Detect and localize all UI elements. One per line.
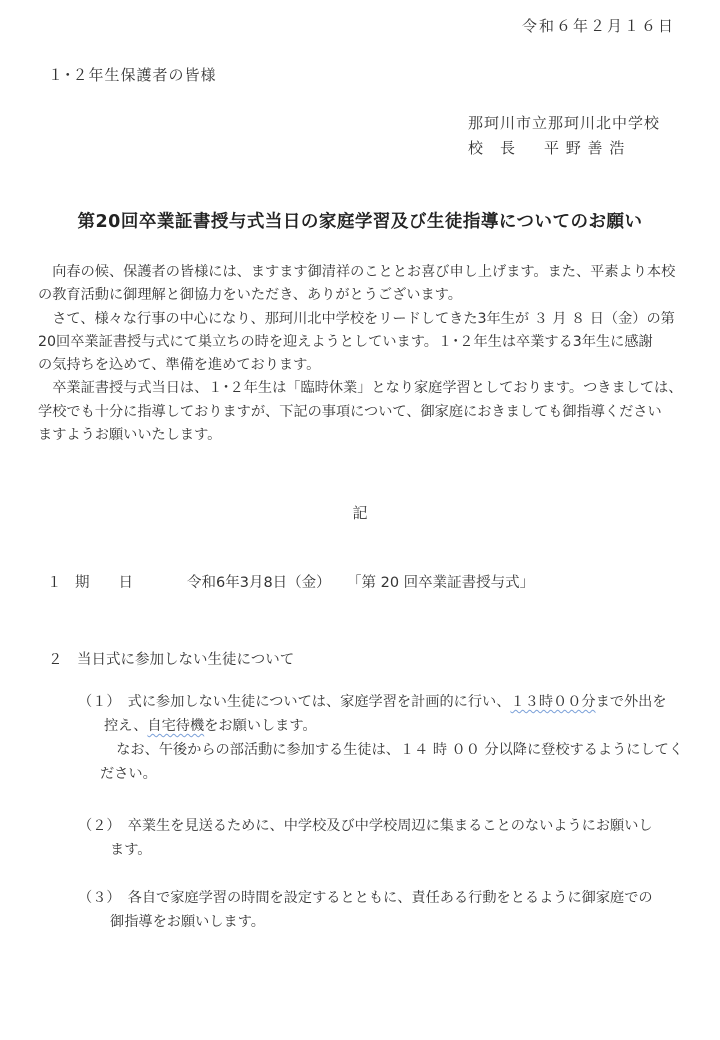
- sub-2-number: （２）: [78, 818, 114, 834]
- sub-3-line: 御指導をお願いします。: [110, 914, 265, 930]
- sub-1-home-emphasis: 自宅待機: [147, 718, 205, 734]
- sender-name: 平 野 善 浩: [544, 139, 626, 157]
- body-line: さて、様々な行事の中心になり、那珂川北中学校をリードしてきた3年生が ３ 月 ８ 日（金）の第: [38, 310, 675, 327]
- sub-1-text: まで外出を: [595, 694, 667, 710]
- sender-school: 那珂川市立那珂川北中学校: [468, 114, 661, 132]
- item-2-heading: ２ 当日式に参加しない生徒について: [48, 652, 295, 668]
- sender-principal: [468, 137, 625, 158]
- item-1-event: 「第 20 回卒業証書授与式」: [347, 575, 535, 591]
- sub-3-number: （３）: [78, 890, 114, 906]
- body-line: 卒業証書授与式当日は、１･２年生は「臨時休業」となり家庭学習としております。つきましては、: [38, 380, 683, 397]
- sub-3-text: 各自で家庭学習の時間を設定するとともに、責任ある行動をとるように御家庭での: [113, 890, 653, 906]
- item-1-date-value: 令和6年3月8日（金）: [187, 575, 331, 591]
- sub-1-text: 式に参加しない生徒については、家庭学習を計画的に行い、: [113, 694, 511, 710]
- sub-2-text: 卒業生を見送るために、中学校及び中学校周辺に集まることのないようにお願いし: [113, 818, 653, 834]
- sub-2-line: ます。: [110, 842, 152, 858]
- body-line: 向春の候、保護者の皆様には、ますます御清祥のこととお喜び申し上げます。また、平素より本校: [38, 264, 676, 280]
- ki-heading: 記: [352, 504, 368, 522]
- body-line: ますようお願いいたします。: [38, 427, 222, 444]
- body-line: の気持ちを込めて、準備を進めております。: [38, 357, 321, 374]
- recipient: １･２年生保護者の皆様: [48, 66, 217, 84]
- item-1-date: [47, 571, 534, 592]
- sub-1-time-emphasis: １３時００分: [510, 694, 596, 710]
- body-line: の教育活動に御理解と御協力をいただき、ありがとうございます。: [38, 287, 462, 304]
- body-line: 20回卒業証書授与式にて巣立ちの時を迎えようとしています。１･２年生は卒業する3年生に感謝: [38, 333, 653, 350]
- document-title: 第20回卒業証書授与式当日の家庭学習及び生徒指導についてのお願い: [77, 212, 643, 232]
- item-1-number: １: [47, 575, 62, 591]
- sub-1-number: （１）: [78, 694, 114, 710]
- item-1-label: 期 日: [75, 575, 133, 591]
- sub-1-text: をお願いします。: [204, 718, 317, 734]
- body-text: [38, 261, 688, 447]
- body-line: 学校でも十分に指導しておりますが、下記の事項について、御家庭におきましても御指導ください: [38, 403, 662, 420]
- document-date: 令和６年２月１６日: [521, 17, 675, 35]
- item-2-sub-2: [78, 814, 653, 862]
- item-2-sub-3: [78, 886, 653, 934]
- sender-role: 校 長: [468, 139, 517, 157]
- sub-1-text: 控え、: [104, 718, 148, 734]
- item-2-sub-1: [78, 690, 683, 786]
- sub-1-line: ださい。: [100, 766, 157, 782]
- sub-1-line: なお、午後からの部活動に参加する生徒は、１４ 時 ００ 分以降に登校するようにしてく: [102, 742, 684, 758]
